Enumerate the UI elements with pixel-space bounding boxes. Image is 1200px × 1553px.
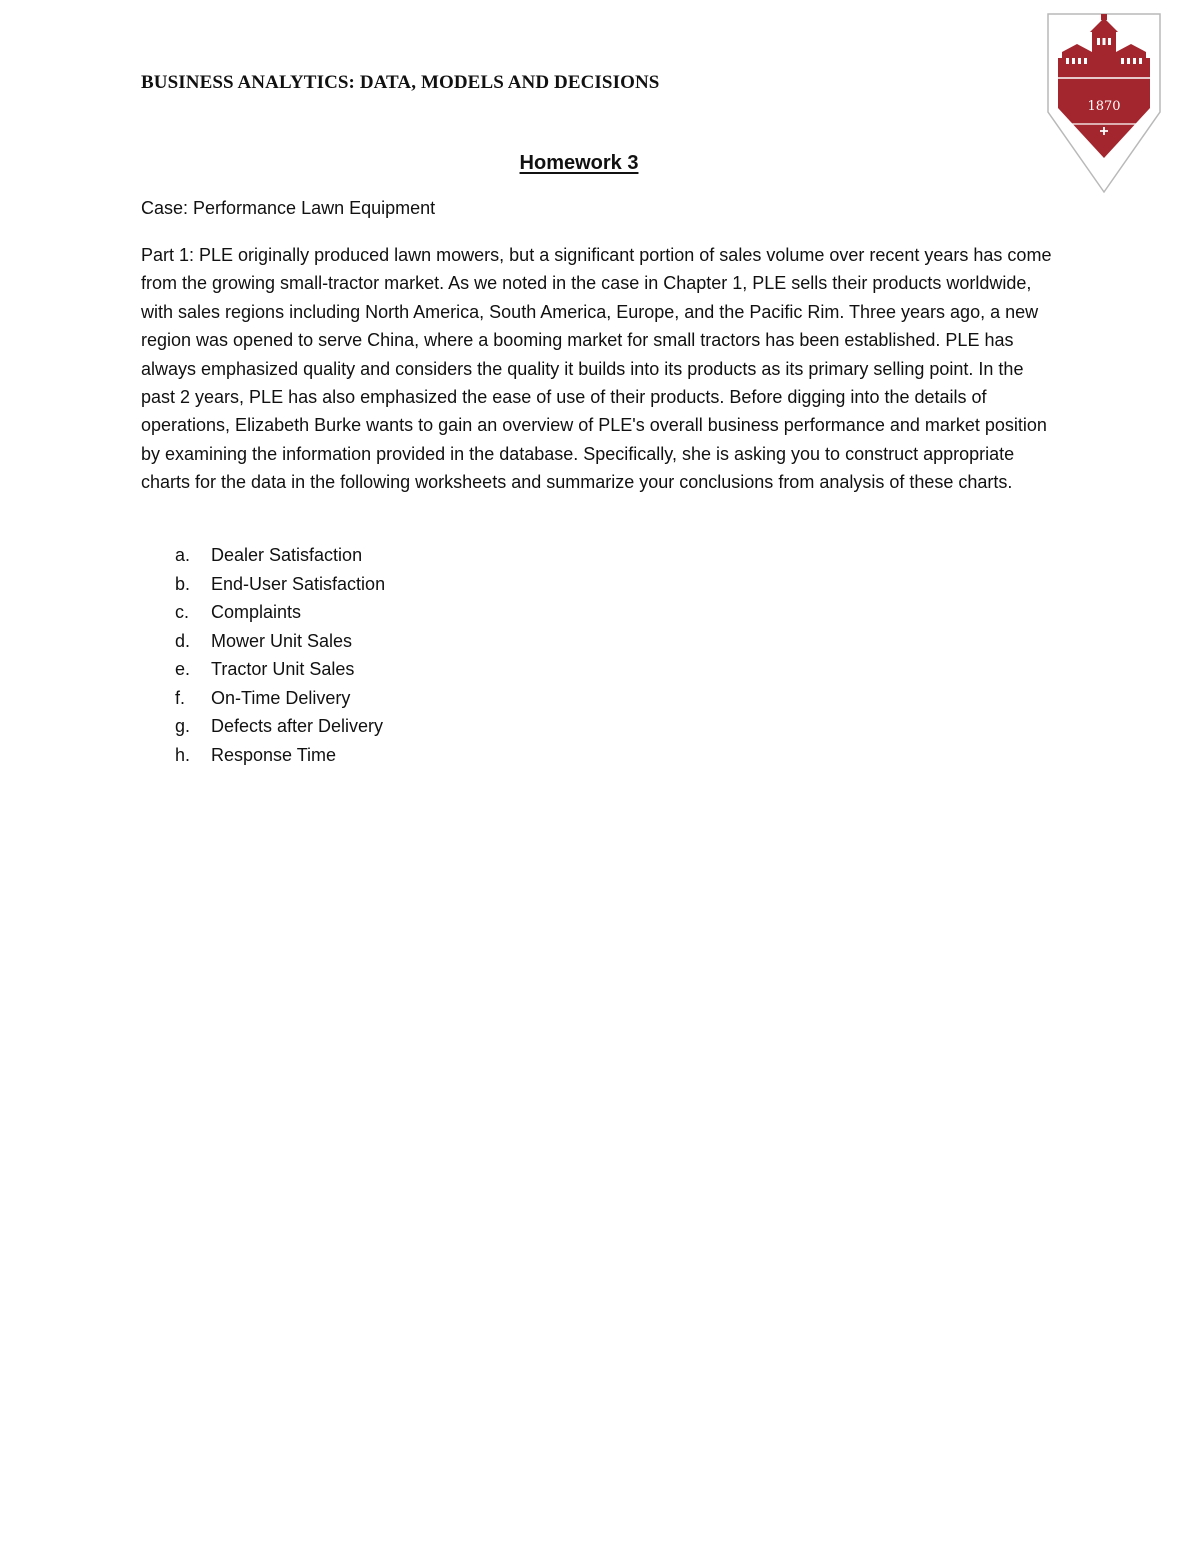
list-item	[141, 598, 385, 627]
list-item-letter: h.	[175, 744, 191, 765]
list-item-label: Tractor Unit Sales	[211, 659, 355, 679]
list-item-letter: a.	[175, 545, 191, 565]
seal-year: 1870	[1087, 99, 1121, 114]
list-item-label: Defects after Delivery	[211, 716, 384, 736]
page-title: Homework 3	[519, 152, 639, 174]
list-item-letter: f.	[175, 687, 186, 708]
list-item	[141, 541, 385, 570]
list-item	[141, 741, 385, 770]
list-item-label: Response Time	[211, 744, 337, 765]
list-item	[141, 655, 385, 684]
list-item-label: End-User Satisfaction	[211, 573, 386, 594]
part1-paragraph: Part 1: PLE originally produced lawn mowers, but a significant portion of sales volume over recent years has come from the growing small-tractor market. As we noted in the case in Chapter 1, PLE sells their products worldwide, with sales regions including North America, South America, Europe, and the Pacific Rim. Three years ago, a new region was opened to serve China, where a booming market for small tractors has been established. PLE has always emphasized quality and considers the quality it builds into its products as its primary selling point. In the past 2 years, PLE has also emphasized the ease of use of their products. Before digging into the details of operations, Elizabeth Burke wants to gain an overview of PLE's overall business performance and market position by examining the information provided in the database. Specifically, she is asking you to construct appropriate charts for the data in the following worksheets and summarize your conclusions from analysis of these charts.	[141, 245, 1052, 493]
list-item-letter: g.	[175, 716, 191, 736]
list-item	[141, 627, 385, 656]
task-list	[141, 541, 385, 769]
case-line: Case: Performance Lawn Equipment	[141, 198, 436, 218]
list-item-label: Complaints	[211, 602, 302, 622]
list-item	[141, 712, 385, 741]
list-item-label: Dealer Satisfaction	[211, 545, 363, 565]
list-item	[141, 684, 385, 713]
list-item-label: Mower Unit Sales	[211, 630, 353, 651]
list-item-label: On-Time Delivery	[211, 687, 351, 708]
course-title: BUSINESS ANALYTICS: DATA, MODELS AND DECISIONS	[141, 72, 660, 93]
list-item-letter: e.	[175, 659, 191, 679]
list-item-letter: b.	[175, 573, 191, 594]
list-item-letter: d.	[175, 630, 191, 651]
list-item-letter: c.	[175, 602, 190, 622]
list-item	[141, 570, 385, 599]
